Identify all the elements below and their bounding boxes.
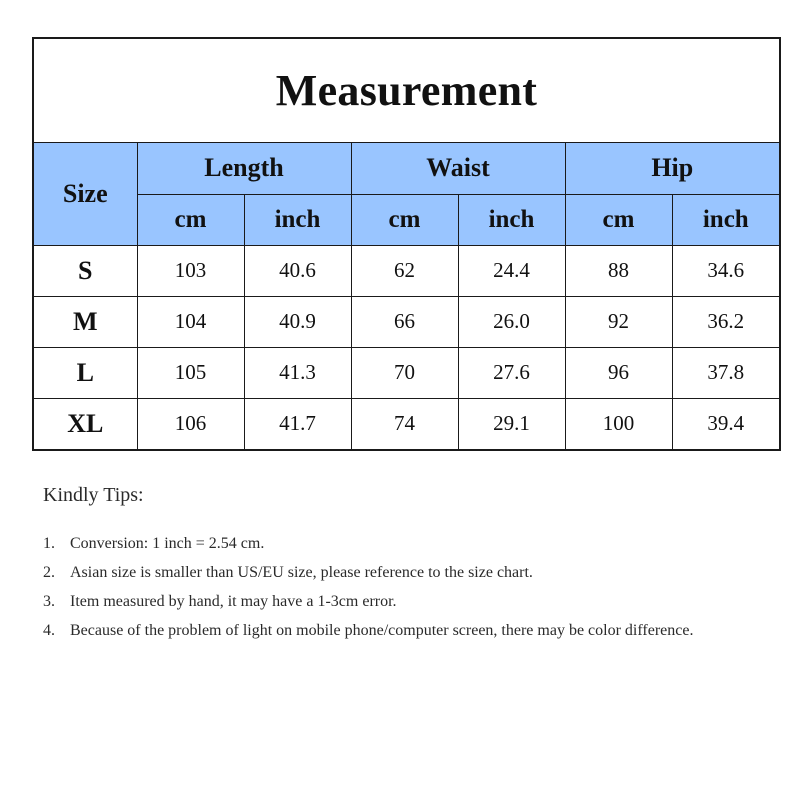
chart-title-row — [34, 39, 779, 143]
hip-cm-value: 96 — [565, 347, 672, 398]
unit-length-inch: inch — [244, 194, 351, 245]
waist-cm-value: 70 — [351, 347, 458, 398]
unit-hip-inch: inch — [672, 194, 779, 245]
kindly-tips — [43, 484, 743, 645]
length-cm-value: 104 — [137, 296, 244, 347]
waist-inch-value: 29.1 — [458, 398, 565, 449]
waist-cm-value: 74 — [351, 398, 458, 449]
length-inch-value: 41.3 — [244, 347, 351, 398]
hip-inch-value: 39.4 — [672, 398, 779, 449]
length-inch-value: 40.9 — [244, 296, 351, 347]
list-item — [43, 558, 743, 587]
tip-text: Because of the problem of light on mobile phone/computer screen, there may be color difference. — [70, 622, 694, 639]
size-label: L — [34, 347, 137, 398]
size-label: S — [34, 245, 137, 296]
hip-inch-value: 36.2 — [672, 296, 779, 347]
size-table — [34, 143, 779, 449]
waist-cm-value: 62 — [351, 245, 458, 296]
unit-waist-inch: inch — [458, 194, 565, 245]
size-label: XL — [34, 398, 137, 449]
header-hip: Hip — [565, 143, 779, 194]
length-inch-value: 41.7 — [244, 398, 351, 449]
table-row — [34, 347, 779, 398]
tip-number: 2. — [43, 564, 55, 581]
length-cm-value: 105 — [137, 347, 244, 398]
table-row — [34, 398, 779, 449]
header-row-units — [34, 194, 779, 245]
length-inch-value: 40.6 — [244, 245, 351, 296]
chart-title: Measurement — [275, 66, 538, 115]
hip-cm-value: 88 — [565, 245, 672, 296]
size-label: M — [34, 296, 137, 347]
unit-hip-cm: cm — [565, 194, 672, 245]
unit-waist-cm: cm — [351, 194, 458, 245]
tip-number: 1. — [43, 535, 55, 552]
hip-inch-value: 37.8 — [672, 347, 779, 398]
list-item — [43, 587, 743, 616]
unit-length-cm: cm — [137, 194, 244, 245]
waist-inch-value: 27.6 — [458, 347, 565, 398]
tip-text: Conversion: 1 inch = 2.54 cm. — [70, 535, 265, 552]
hip-inch-value: 34.6 — [672, 245, 779, 296]
header-length: Length — [137, 143, 351, 194]
waist-inch-value: 26.0 — [458, 296, 565, 347]
list-item — [43, 616, 743, 645]
header-waist: Waist — [351, 143, 565, 194]
size-chart — [32, 37, 781, 451]
hip-cm-value: 100 — [565, 398, 672, 449]
length-cm-value: 103 — [137, 245, 244, 296]
table-row — [34, 296, 779, 347]
length-cm-value: 106 — [137, 398, 244, 449]
waist-cm-value: 66 — [351, 296, 458, 347]
list-item — [43, 529, 743, 558]
header-size: Size — [34, 143, 137, 245]
waist-inch-value: 24.4 — [458, 245, 565, 296]
tips-list — [43, 529, 743, 645]
tip-text: Item measured by hand, it may have a 1-3cm error. — [70, 593, 397, 610]
table-row — [34, 245, 779, 296]
header-row-groups — [34, 143, 779, 194]
tips-title: Kindly Tips: — [43, 484, 144, 506]
tip-text: Asian size is smaller than US/EU size, please reference to the size chart. — [70, 564, 533, 581]
hip-cm-value: 92 — [565, 296, 672, 347]
tip-number: 3. — [43, 593, 55, 610]
tip-number: 4. — [43, 622, 55, 639]
